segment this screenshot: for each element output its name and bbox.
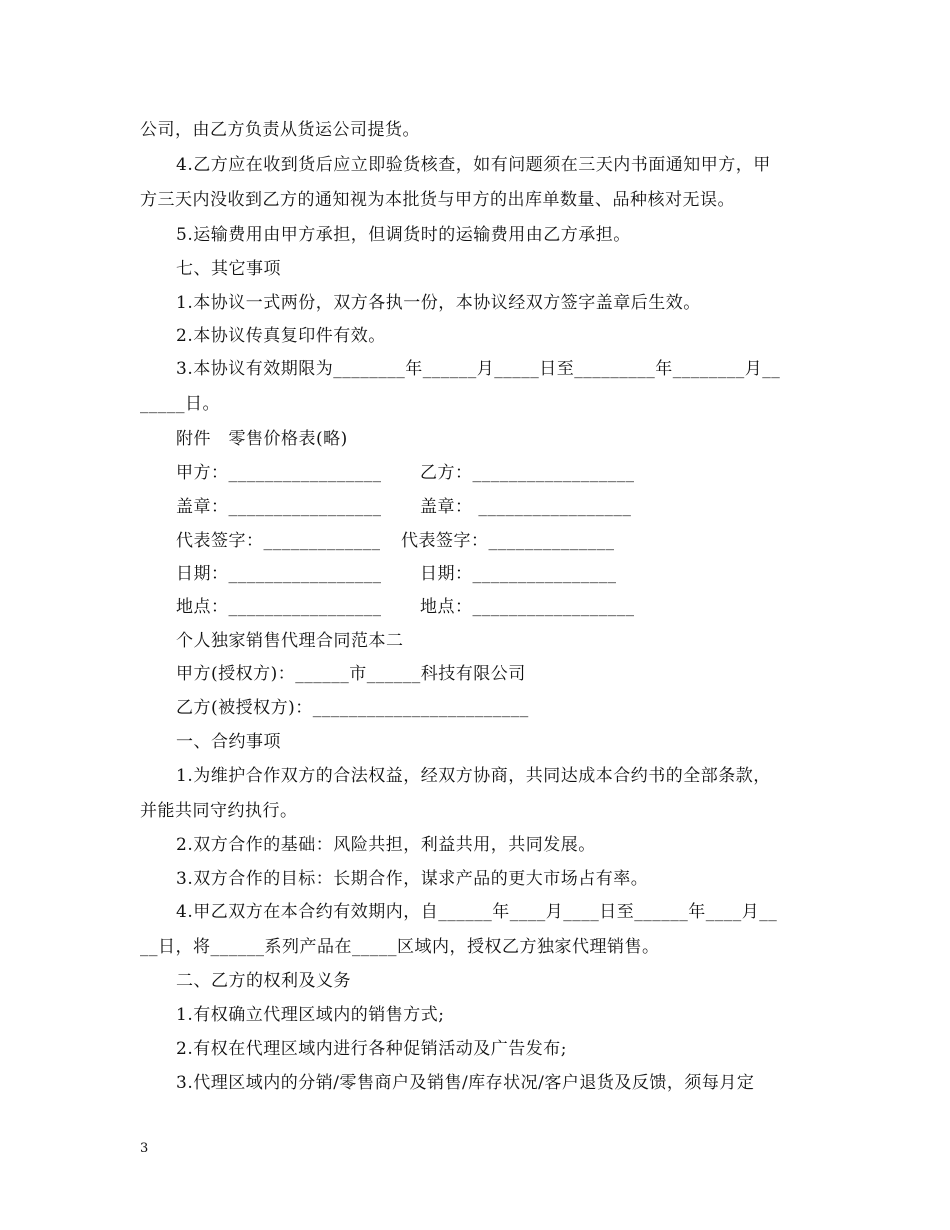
location-party-a: 地点：_________________ bbox=[176, 597, 382, 617]
paragraph-line: 3.代理区域内的分销/零售商户及销售/库存状况/客户退货及反馈，须每月定 bbox=[176, 1073, 755, 1093]
party-b-line: 乙方(被授权方)：________________________ bbox=[176, 698, 529, 718]
seal-party-b: 盖章： _________________ bbox=[420, 497, 632, 517]
paragraph-line: 2.有权在代理区域内进行各种促销活动及广告发布; bbox=[176, 1039, 567, 1059]
attachment-line: 附件 零售价格表(略) bbox=[176, 429, 348, 449]
paragraph-line: 1.为维护合作双方的合法权益，经双方协商，共同达成本合约书的全部条款， bbox=[176, 766, 771, 786]
paragraph-line: 1.本协议一式两份，双方各执一份，本协议经双方签字盖章后生效。 bbox=[176, 293, 701, 313]
contract-title: 个人独家销售代理合同范本二 bbox=[176, 631, 404, 651]
section-heading: 一、合约事项 bbox=[176, 732, 281, 752]
party-a-line: 甲方(授权方)：______市______科技有限公司 bbox=[176, 664, 526, 684]
paragraph-line: 并能共同守约执行。 bbox=[140, 801, 298, 821]
signature-party-b: 乙方：__________________ bbox=[420, 463, 635, 483]
seal-party-a: 盖章：_________________ bbox=[176, 497, 382, 517]
date-party-a: 日期：_________________ bbox=[176, 564, 382, 584]
location-party-b: 地点：__________________ bbox=[420, 597, 635, 617]
page-number: 3 bbox=[140, 1141, 149, 1156]
date-party-b: 日期：________________ bbox=[420, 564, 617, 584]
paragraph-line: 4.乙方应在收到货后应立即验货核查，如有问题须在三天内书面通知甲方，甲 bbox=[176, 155, 771, 175]
paragraph-line: 4.甲乙双方在本合约有效期内，自______年____月____日至______年____月__ bbox=[176, 902, 778, 922]
paragraph-line: 2.双方合作的基础：风险共担，利益共用，共同发展。 bbox=[176, 835, 596, 855]
paragraph-line: 公司，由乙方负责从货运公司提货。 bbox=[140, 120, 420, 140]
paragraph-line: 方三天内没收到乙方的通知视为本批货与甲方的出库单数量、品种核对无误。 bbox=[140, 190, 735, 210]
paragraph-line: 2.本协议传真复印件有效。 bbox=[176, 326, 386, 346]
paragraph-line: 5.运输费用由甲方承担，但调货时的运输费用由乙方承担。 bbox=[176, 225, 631, 245]
representative-signature-a: 代表签字：_____________ bbox=[176, 531, 381, 551]
paragraph-line: 3.双方合作的目标：长期合作，谋求产品的更大市场占有率。 bbox=[176, 869, 649, 889]
section-heading: 二、乙方的权利及义务 bbox=[176, 971, 351, 991]
paragraph-line: _____日。 bbox=[140, 394, 220, 414]
paragraph-line: __日，将______系列产品在_____区域内，授权乙方独家代理销售。 bbox=[140, 937, 660, 957]
representative-signature-b: 代表签字：______________ bbox=[401, 531, 615, 551]
signature-party-a: 甲方：_________________ bbox=[176, 463, 382, 483]
paragraph-line: 1.有权确立代理区域内的销售方式; bbox=[176, 1005, 445, 1025]
paragraph-line: 3.本协议有效期限为________年______月_____日至_________年________月__ bbox=[176, 359, 781, 379]
section-heading: 七、其它事项 bbox=[176, 259, 281, 279]
